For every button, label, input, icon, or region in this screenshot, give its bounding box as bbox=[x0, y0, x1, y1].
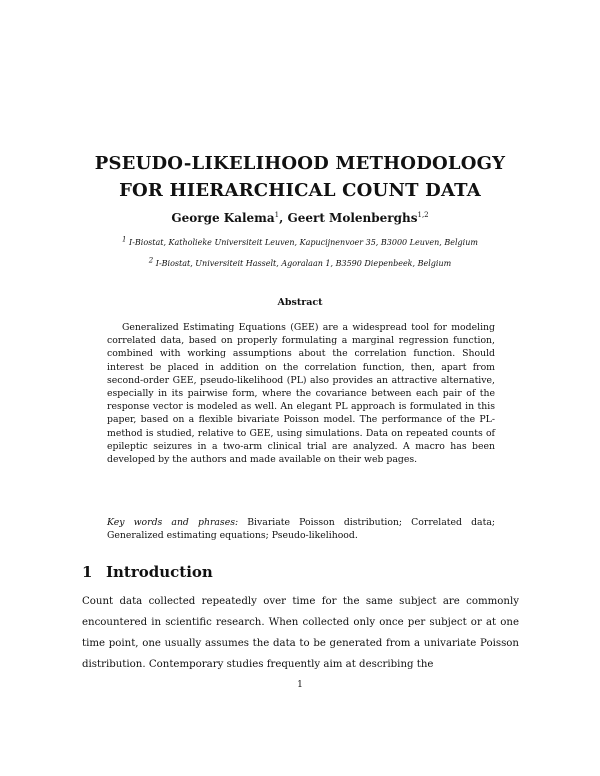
section-title: Introduction bbox=[106, 563, 213, 581]
title-line-1: PSEUDO-LIKELIHOOD METHODOLOGY bbox=[94, 153, 506, 174]
paper-title bbox=[60, 150, 540, 204]
affiliation-text: I-Biostat, Katholieke Universiteit Leuven, Kapucijnenvoer 35, B3000 Leuven, Belgium bbox=[129, 238, 478, 247]
keywords bbox=[107, 516, 495, 542]
author-name: Geert Molenberghs bbox=[287, 211, 418, 225]
author-affiliation-mark: 1,2 bbox=[417, 211, 429, 219]
abstract-heading: Abstract bbox=[277, 297, 323, 308]
author-list bbox=[60, 211, 540, 225]
affiliation-mark: 2 bbox=[148, 256, 154, 265]
author-affiliation-mark: 1 bbox=[274, 211, 280, 219]
keywords-text: Bivariate Poisson distribution; Correlated data; Generalized estimating equations; Pseudo-likelihood. bbox=[107, 517, 495, 542]
body-paragraph: Count data collected repeatedly over time for the same subject are commonly encountered in scientific research. When collected only once per subject or at one time point, one usually assumes the data to be generated from a univariate Poisson distribution. Contemporary studies frequently aim at describing the bbox=[82, 596, 519, 670]
affiliation-text: I-Biostat, Universiteit Hasselt, Agoralaan 1, B3590 Diepenbeek, Belgium bbox=[155, 259, 452, 268]
affiliation-2 bbox=[60, 258, 540, 270]
author-name: George Kalema bbox=[171, 211, 275, 225]
abstract-text: Generalized Estimating Equations (GEE) are a widespread tool for modeling correlated data, based on properly formulating a marginal regression function, combined with working assumptions about the correlation function. Should interest be placed in addition on the correlation function, then, apart from second-order GEE, pseudo-likelihood (PL) also provides an attractive alternative, especially in its pairwise form, where the covariance between each pair of the response vector is modeled as well. An elegant PL approach is formulated in this paper, based on a flexible bivariate Poisson model. The performance of the PL-method is studied, relative to GEE, using simulations. Data on repeated counts of epileptic seizures in a two-arm clinical trial are analyzed. A macro has been developed by the authors and made available on their web pages. bbox=[107, 322, 495, 466]
affiliation-mark: 1 bbox=[122, 235, 127, 244]
affiliation-1 bbox=[60, 237, 540, 249]
section-heading bbox=[82, 563, 213, 581]
title-line-2: FOR HIERARCHICAL COUNT DATA bbox=[119, 180, 481, 201]
author-separator: , bbox=[279, 211, 288, 225]
keywords-label: Key words and phrases: bbox=[107, 517, 239, 528]
page-number: 1 bbox=[297, 680, 303, 690]
section-number: 1 bbox=[82, 563, 93, 581]
